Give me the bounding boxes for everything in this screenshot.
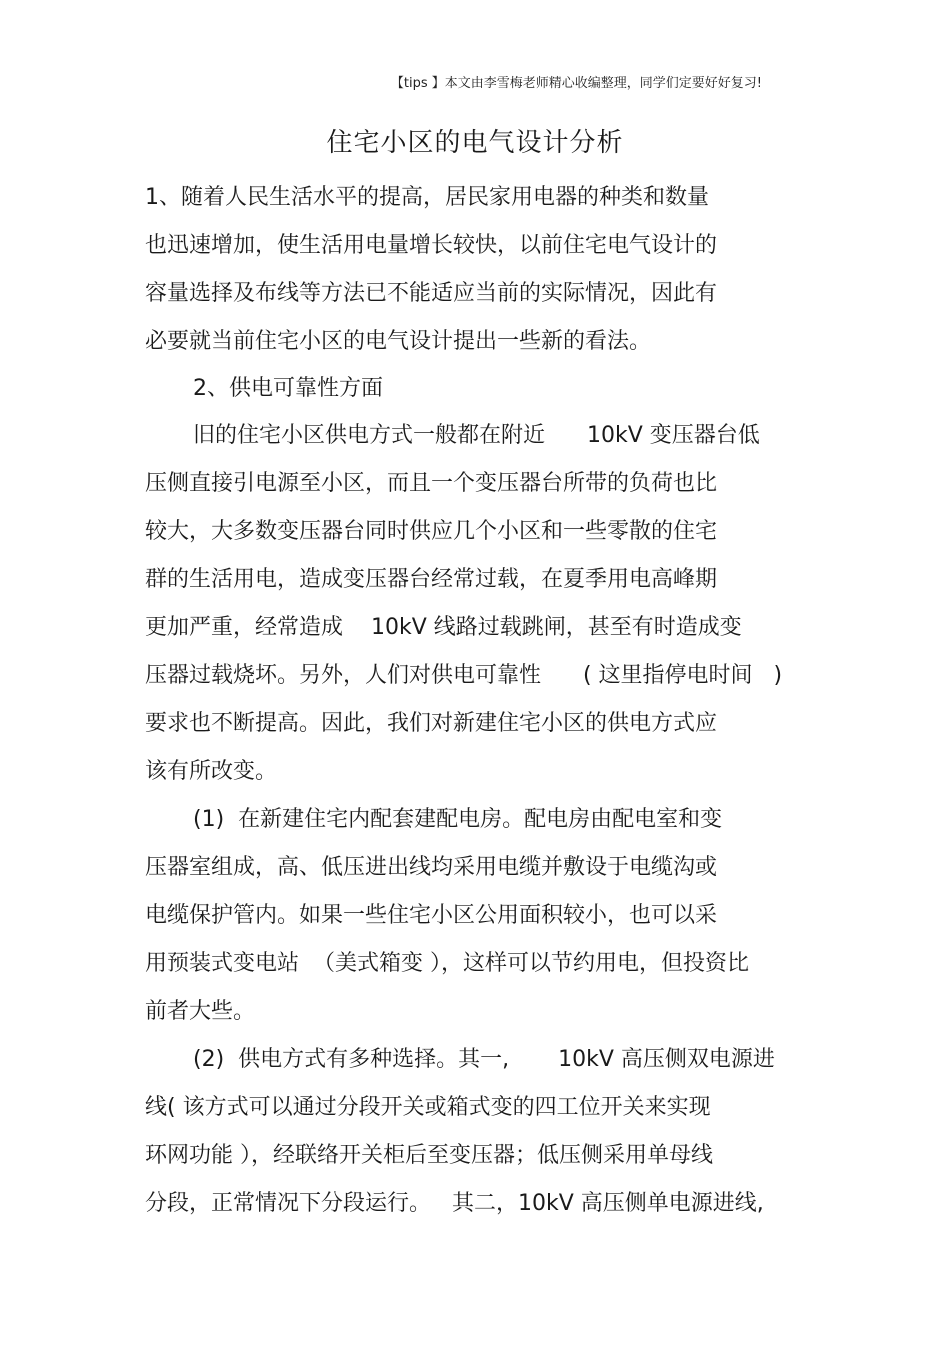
paragraph-line: 1、随着人民生活水平的提高，居民家用电器的种类和数量 [145,185,709,210]
paragraph-line: 旧的住宅小区供电方式一般都在附近 10kV 变压器台低 [193,423,760,448]
paragraph-line: (2) 供电方式有多种选择。其一, 10kV 高压侧双电源进 [193,1047,775,1072]
paragraph-line: 必要就当前住宅小区的电气设计提出一些新的看法。 [145,329,652,354]
paragraph-line: 群的生活用电，造成变压器台经常过载，在夏季用电高峰期 [145,567,718,592]
paragraph-line: 压侧直接引电源至小区，而且一个变压器台所带的负荷也比 [145,471,718,496]
paragraph-line: 压器室组成，高、低压进出线均采用电缆并敷设于电缆沟或 [145,855,718,880]
paragraph-line: 压器过载烧坏。另外，人们对供电可靠性 ( 这里指停电时间 ) [145,663,783,688]
paragraph-line: 电缆保护管内。如果一些住宅小区公用面积较小，也可以采 [145,903,718,928]
header-tip: 【tips 】本文由李雪梅老师精心收编整理，同学们定要好好复习! [390,76,762,91]
paragraph-line: 也迅速增加，使生活用电量增长较快，以前住宅电气设计的 [145,233,718,258]
paragraph-line: 用预装式变电站 （美式箱变 ），这样可以节约用电，但投资比 [145,951,749,976]
paragraph-line: (1) 在新建住宅内配套建配电房。配电房由配电室和变 [193,807,723,832]
paragraph-line: 环网功能 ），经联络开关柜后至变压器；低压侧采用单母线 [145,1143,713,1168]
document-title: 住宅小区的电气设计分析 [326,128,624,158]
paragraph-line: 较大，大多数变压器台同时供应几个小区和一些零散的住宅 [145,519,718,544]
paragraph-line: 前者大些。 [145,999,256,1024]
paragraph-line: 更加严重，经常造成 10kV 线路过载跳闸，甚至有时造成变 [145,615,742,640]
paragraph-line: 该有所改变。 [145,759,278,784]
paragraph-line: 要求也不断提高。因此，我们对新建住宅小区的供电方式应 [145,711,718,736]
paragraph-line: 线( 该方式可以通过分段开关或箱式变的四工位开关来实现 [145,1095,711,1120]
section-heading: 2、供电可靠性方面 [193,376,383,401]
paragraph-line: 分段，正常情况下分段运行。 其二，10kV 高压侧单电源进线, [145,1191,764,1216]
paragraph-line: 容量选择及布线等方法已不能适应当前的实际情况，因此有 [145,281,718,306]
